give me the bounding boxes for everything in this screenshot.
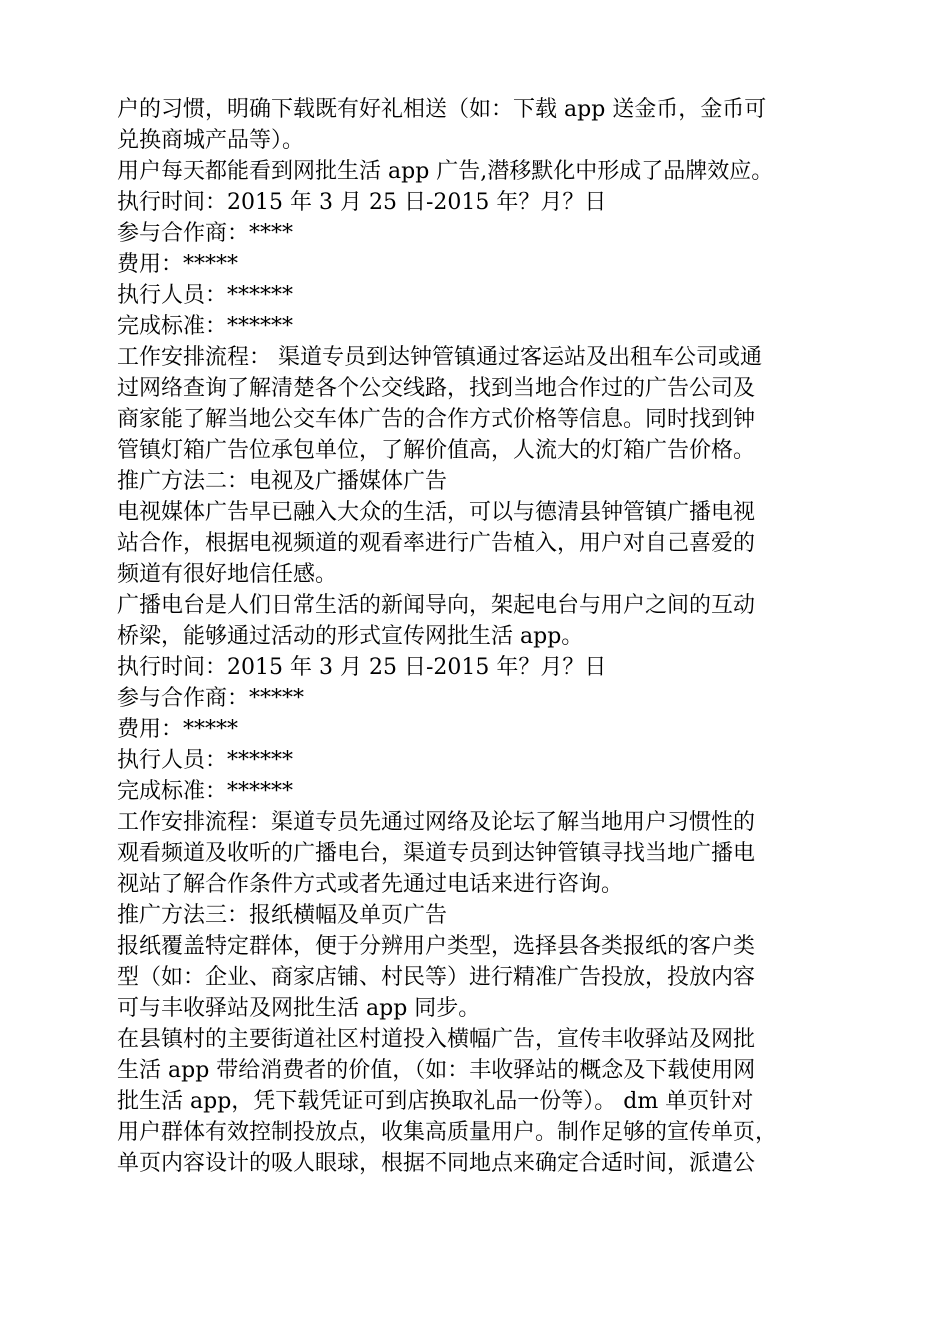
text-line: 工作安排流程：渠道专员先通过网络及论坛了解当地用户习惯性的 bbox=[117, 810, 756, 835]
text-line: 频道有很好地信任感。 bbox=[117, 562, 338, 587]
section-heading: 推广方法二：电视及广播媒体广告 bbox=[117, 469, 448, 494]
text-line: 工作安排流程： 渠道专员到达钟管镇通过客运站及出租车公司或通 bbox=[117, 345, 762, 370]
text-line: 参与合作商：**** bbox=[117, 221, 294, 246]
text-line: 视站了解合作条件方式或者先通过电话来进行咨询。 bbox=[117, 872, 624, 897]
text-line: 商家能了解当地公交车体广告的合作方式价格等信息。同时找到钟 bbox=[117, 407, 756, 432]
text-line: 广播电台是人们日常生活的新闻导向，架起电台与用户之间的互动 bbox=[117, 593, 756, 618]
text-line: 费用：***** bbox=[117, 252, 239, 277]
text-line: 用户群体有效控制投放点，收集高质量用户。制作足够的宣传单页， bbox=[117, 1120, 778, 1145]
text-line: 执行人员：****** bbox=[117, 283, 294, 308]
text-line: 户的习惯，明确下载既有好礼相送（如：下载 app 送金币，金币可 bbox=[117, 97, 767, 122]
text-line: 用户每天都能看到网批生活 app 广告,潜移默化中形成了品牌效应。 bbox=[117, 159, 774, 184]
text-line: 参与合作商：***** bbox=[117, 686, 305, 711]
text-line: 生活 app 带给消费者的价值，（如：丰收驿站的概念及下载使用网 bbox=[117, 1058, 756, 1083]
text-line: 可与丰收驿站及网批生活 app 同步。 bbox=[117, 996, 481, 1021]
text-line: 桥梁，能够通过活动的形式宣传网批生活 app。 bbox=[117, 624, 584, 649]
text-line: 执行时间：2015 年 3 月 25 日-2015 年？月？日 bbox=[117, 655, 607, 680]
text-line: 观看频道及收听的广播电台，渠道专员到达钟管镇寻找当地广播电 bbox=[117, 841, 756, 866]
text-line: 单页内容设计的吸人眼球，根据不同地点来确定合适时间，派遣公 bbox=[117, 1151, 756, 1176]
text-line: 完成标准：****** bbox=[117, 314, 294, 339]
text-line: 站合作，根据电视频道的观看率进行广告植入，用户对自己喜爱的 bbox=[117, 531, 756, 556]
text-line: 执行时间：2015 年 3 月 25 日-2015 年？月？日 bbox=[117, 190, 607, 215]
text-line: 费用：***** bbox=[117, 717, 239, 742]
document-body bbox=[117, 94, 837, 1179]
text-line: 过网络查询了解清楚各个公交线路，找到当地合作过的广告公司及 bbox=[117, 376, 756, 401]
section-heading: 推广方法三：报纸横幅及单页广告 bbox=[117, 903, 448, 928]
text-line: 兑换商城产品等）。 bbox=[117, 128, 305, 153]
text-line: 型（如：企业、商家店铺、村民等）进行精准广告投放，投放内容 bbox=[117, 965, 756, 990]
text-line: 报纸覆盖特定群体，便于分辨用户类型，选择县各类报纸的客户类 bbox=[117, 934, 756, 959]
text-line: 在县镇村的主要街道社区村道投入横幅广告，宣传丰收驿站及网批 bbox=[117, 1027, 756, 1052]
text-line: 电视媒体广告早已融入大众的生活，可以与德清县钟管镇广播电视 bbox=[117, 500, 756, 525]
text-line: 完成标准：****** bbox=[117, 779, 294, 804]
text-line: 管镇灯箱广告位承包单位，了解价值高，人流大的灯箱广告价格。 bbox=[117, 438, 756, 463]
text-line: 批生活 app，凭下载凭证可到店换取礼品一份等）。 dm 单页针对 bbox=[117, 1089, 754, 1114]
text-line: 执行人员：****** bbox=[117, 748, 294, 773]
